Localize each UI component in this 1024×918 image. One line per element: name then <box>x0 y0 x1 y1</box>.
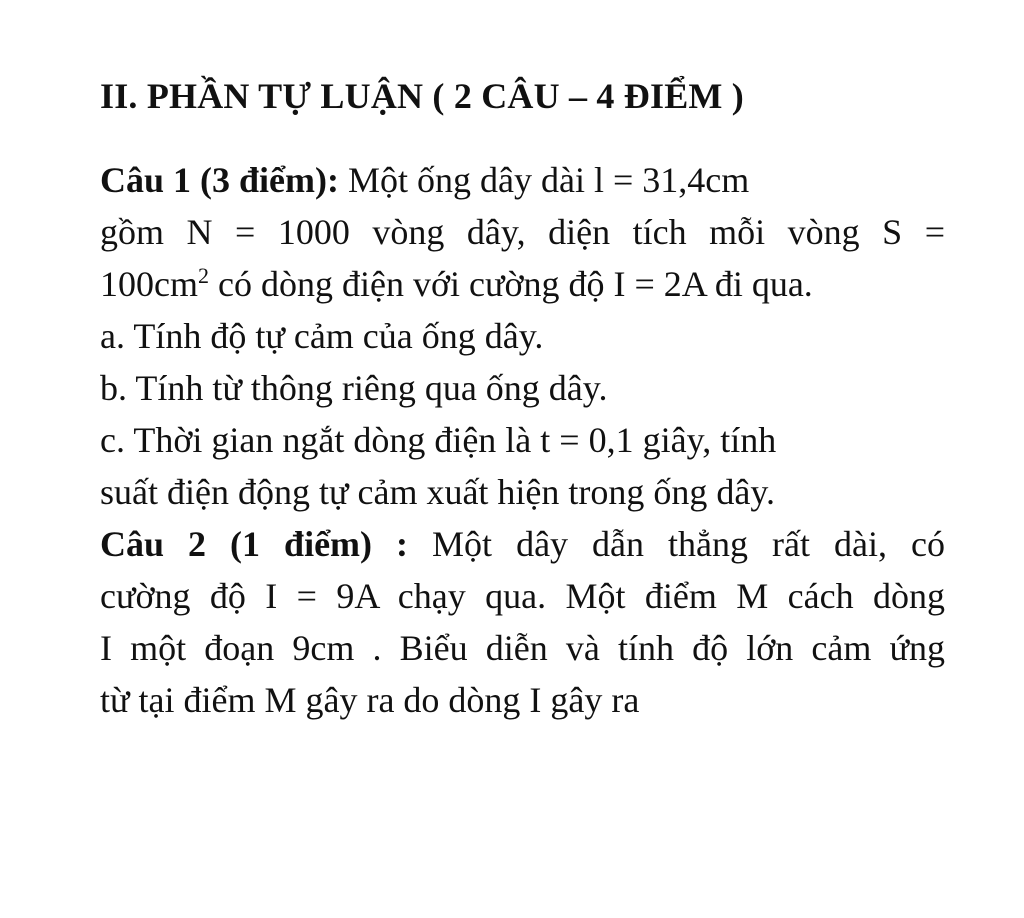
question-2-label: Câu 2 (1 điểm) : <box>100 524 409 564</box>
question-2-intro: Một dây dẫn thẳng rất dài, có <box>408 524 945 564</box>
question-1-line-2: gồm N = 1000 vòng dây, diện tích mỗi vòng S = <box>100 212 945 252</box>
question-1-part-c-line-2: suất điện động tự cảm xuất hiện trong ống dây. <box>100 472 776 512</box>
question-1-line-3 <box>100 258 945 310</box>
question-1-part-a: a. Tính độ tự cảm của ống dây. <box>100 316 544 356</box>
question-1-line-1 <box>100 154 945 206</box>
question-1-part-b: b. Tính từ thông riêng qua ống dây. <box>100 368 608 408</box>
section-title: II. PHẦN TỰ LUẬN ( 2 CÂU – 4 ĐIỂM ) <box>100 76 744 116</box>
question-2-line-2: cường độ I = 9A chạy qua. Một điểm M cách dòng <box>100 576 945 616</box>
question-2-line-1 <box>100 518 945 570</box>
question-1-intro: Một ống dây dài l = 31,4cm <box>338 160 750 200</box>
area-value: 100cm <box>100 264 198 304</box>
area-exponent: 2 <box>197 263 209 288</box>
question-2-line-4: từ tại điểm M gây ra do dòng I gây ra <box>100 680 640 720</box>
question-1-part-c-line-1: c. Thời gian ngắt dòng điện là t = 0,1 giây, tính <box>100 420 777 460</box>
question-1-current-text: có dòng điện với cường độ I = 2A đi qua. <box>208 264 813 304</box>
question-1-label: Câu 1 (3 điểm): <box>100 160 339 200</box>
question-2-line-3: I một đoạn 9cm . Biểu diễn và tính độ lớn cảm ứng <box>100 628 945 668</box>
